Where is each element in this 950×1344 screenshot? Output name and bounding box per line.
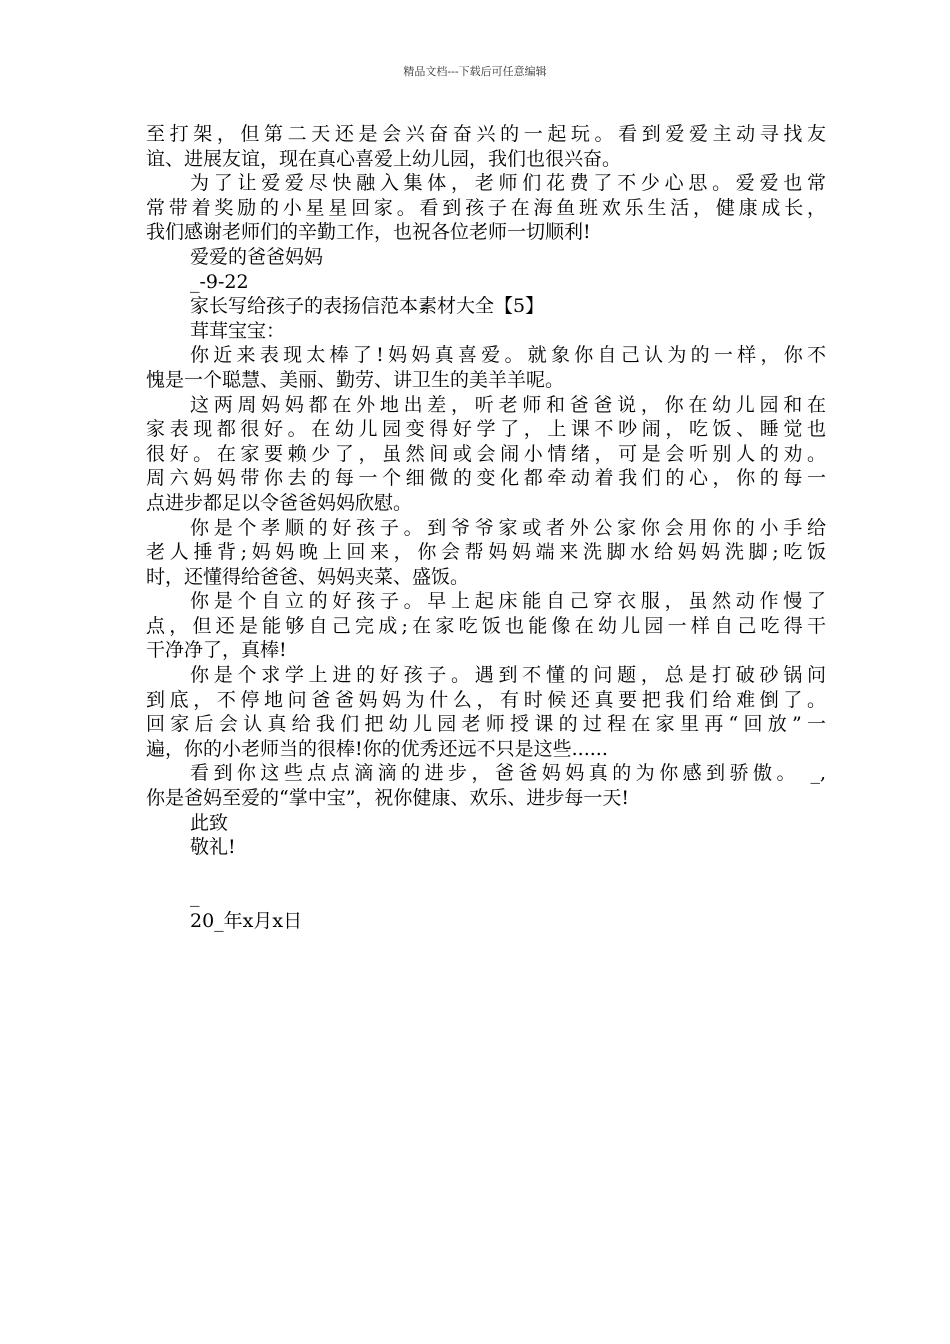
- text-line: 点进步都足以令爸爸妈妈欣慰。: [146, 491, 413, 514]
- text-line: 老人捶背;妈妈晚上回来，你会帮妈妈端来洗脚水给妈妈洗脚;吃饭: [146, 541, 826, 564]
- text-line: 20_年x月x日: [190, 910, 303, 932]
- text-line: 很好。在家要赖少了，虽然间或会闹小情绪，可是会听别人的劝。: [146, 442, 826, 465]
- text-line: _-9-22: [190, 270, 249, 293]
- text-line: 时，还懂得给爸爸、妈妈夹菜、盛饭。: [146, 565, 470, 588]
- text-line: 点，但还是能够自己完成;在家吃饭也能像在幼儿园一样自己吃得干: [146, 614, 826, 637]
- text-line: 愧是一个聪慧、美丽、勤劳、讲卫生的美羊羊呢。: [146, 368, 565, 391]
- text-line: 常带着奖励的小星星回家。看到孩子在海鱼班欢乐生活，健康成长，: [146, 196, 826, 219]
- text-line: 敬礼!: [190, 836, 236, 859]
- page-header: 精品文档---下载后可任意编辑: [403, 65, 547, 78]
- text-line: 你是爸妈至爱的“掌中宝”，祝你健康、欢乐、进步每一天!: [146, 787, 630, 810]
- text-line: 遍，你的小老师当的很棒!你的优秀还远不只是这些......: [146, 737, 608, 760]
- document-body: [146, 122, 826, 934]
- text-line: 我们感谢老师们的辛勤工作，也祝各位老师一切顺利!: [146, 221, 591, 244]
- text-line: 为了让爱爱尽快融入集体，老师们花费了不少心思。爱爱也常: [190, 172, 826, 195]
- text-line: 这两周妈妈都在外地出差，听老师和爸爸说，你在幼儿园和在: [190, 393, 826, 416]
- text-line: 你是个孝顺的好孩子。到爷爷家或者外公家你会用你的小手给: [190, 516, 826, 539]
- text-line: 茸茸宝宝：: [190, 319, 286, 342]
- text-line: 你是个自立的好孩子。早上起床能自己穿衣服，虽然动作慢了: [190, 590, 826, 613]
- text-line: 看到你这些点点滴滴的进步，爸爸妈妈真的为你感到骄傲。 _,: [190, 762, 826, 785]
- text-line: 此致: [190, 811, 229, 834]
- text-line: [146, 860, 826, 885]
- text-line: 谊、进展友谊，现在真心喜爱上幼儿园，我们也很兴奋。: [146, 147, 622, 170]
- text-line: _: [190, 885, 200, 908]
- text-line: 回家后会认真给我们把幼儿园老师授课的过程在家里再“回放”一: [146, 713, 826, 736]
- text-line: 干净净了，真棒!: [146, 639, 287, 662]
- text-line: 家长写给孩子的表扬信范本素材大全【5】: [190, 295, 545, 318]
- text-line: 到底，不停地问爸爸妈妈为什么，有时候还真要把我们给难倒了。: [146, 688, 826, 711]
- text-line: 爱爱的爸爸妈妈: [190, 245, 324, 268]
- text-line: 家表现都很好。在幼儿园变得好学了，上课不吵闹，吃饭、睡觉也: [146, 418, 826, 441]
- text-line: 你是个求学上进的好孩子。遇到不懂的问题，总是打破砂锅问: [190, 664, 826, 687]
- text-line: 你近来表现太棒了!妈妈真喜爱。就象你自己认为的一样，你不: [190, 344, 826, 367]
- text-line: 至打架，但第二天还是会兴奋奋兴的一起玩。看到爱爱主动寻找友: [146, 123, 826, 145]
- text-line: 周六妈妈带你去的每一个细微的变化都牵动着我们的心，你的每一: [146, 467, 826, 490]
